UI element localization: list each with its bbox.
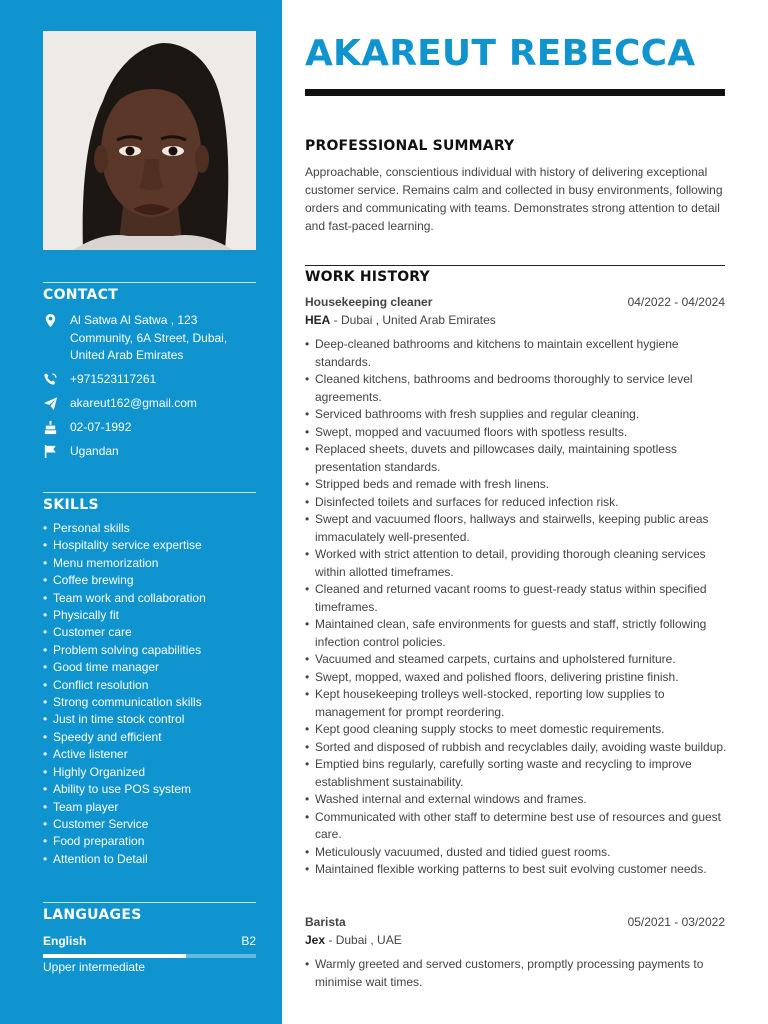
job-company: Jex	[305, 933, 326, 947]
skill-item: • Customer care	[43, 624, 256, 641]
dob-text: 02-07-1992	[70, 420, 132, 434]
phone-icon	[43, 371, 70, 389]
job-bullet: • Kept good cleaning supply stocks to meet domestic requirements.	[305, 721, 727, 739]
job-dates: 04/2022 - 04/2024	[627, 295, 725, 309]
job-bullet: • Maintained clean, safe environments for guests and staff, strictly following infection control policies.	[305, 616, 727, 651]
job-bullet: • Swept and vacuumed floors, hallways and stairwells, keeping public areas immaculately well-presented.	[305, 511, 727, 546]
sidebar	[0, 0, 282, 1024]
job-company-line	[305, 933, 725, 947]
skills-list	[43, 520, 256, 868]
divider	[43, 902, 256, 903]
job-bullet: • Worked with strict attention to detail, providing thorough cleaning services within allotted timeframes.	[305, 546, 727, 581]
job-bullet: • Meticulously vacuumed, dusted and tidied guest rooms.	[305, 844, 727, 862]
job-bullet: • Washed internal and external windows and frames.	[305, 791, 727, 809]
job-location: - Dubai , UAE	[325, 933, 402, 947]
language-name: English	[43, 934, 87, 948]
skill-item: • Food preparation	[43, 833, 256, 850]
job-bullet: • Swept, mopped, waxed and polished floors, delivering pristine finish.	[305, 669, 727, 687]
language-code: B2	[241, 934, 256, 948]
divider	[43, 282, 256, 283]
location-pin-icon	[43, 312, 70, 365]
job-bullet: • Vacuumed and steamed carpets, curtains and upholstered furniture.	[305, 651, 727, 669]
skill-item: • Customer Service	[43, 816, 256, 833]
job-bullet: • Warmly greeted and served customers, promptly processing payments to minimise wait times.	[305, 956, 727, 991]
profile-photo	[43, 31, 256, 250]
job-bullet: • Serviced bathrooms with fresh supplies and regular cleaning.	[305, 406, 727, 424]
flag-icon	[43, 443, 70, 461]
portrait-image	[43, 31, 256, 250]
language-level: Upper intermediate	[43, 960, 146, 974]
contact-phone[interactable]	[43, 371, 256, 389]
job-header	[305, 915, 725, 929]
contact-email[interactable]	[43, 395, 256, 413]
job-bullet: • Sorted and disposed of rubbish and recyclables daily, avoiding waste buildup.	[305, 739, 727, 757]
languages-heading: LANGUAGES	[43, 907, 142, 923]
address-text: Al Satwa Al Satwa , 123 Community, 6A Street, Dubai, United Arab Emirates	[70, 313, 228, 362]
skill-item: • Just in time stock control	[43, 711, 256, 728]
job-bullet: • Kept housekeeping trolleys well-stocked, reporting low supplies to management for prompt reordering.	[305, 686, 727, 721]
skill-item: • Conflict resolution	[43, 677, 256, 694]
job-company-line	[305, 313, 725, 327]
candidate-name: AKAREUT REBECCA	[305, 33, 696, 74]
skill-item: • Highly Organized	[43, 764, 256, 781]
skill-item: • Personal skills	[43, 520, 256, 537]
skill-item: • Strong communication skills	[43, 694, 256, 711]
job-bullet: • Stripped beds and remade with fresh linens.	[305, 476, 727, 494]
nationality-text: Ugandan	[70, 444, 119, 458]
job-bullet: • Maintained flexible working patterns to best suit evolving customer needs.	[305, 861, 727, 879]
skills-heading: SKILLS	[43, 497, 99, 513]
skill-item: • Active listener	[43, 746, 256, 763]
job-bullets	[305, 336, 727, 879]
skill-item: • Ability to use POS system	[43, 781, 256, 798]
language-proficiency-bar	[43, 954, 256, 958]
divider	[43, 492, 256, 493]
contact-heading: CONTACT	[43, 287, 119, 303]
contact-dob	[43, 419, 256, 437]
send-icon	[43, 395, 70, 413]
job-bullet: • Emptied bins regularly, carefully sorting waste and recycling to improve establishment sustainability.	[305, 756, 727, 791]
skill-item: • Team work and collaboration	[43, 590, 256, 607]
job-title: Barista	[305, 915, 346, 929]
skill-item: • Team player	[43, 799, 256, 816]
job-bullet: • Cleaned kitchens, bathrooms and bedrooms thoroughly to service level agreements.	[305, 371, 727, 406]
job-header	[305, 295, 725, 309]
job-bullet: • Replaced sheets, duvets and pillowcases daily, maintaining spotless presentation standards.	[305, 441, 727, 476]
phone-text[interactable]: +971523117261	[70, 372, 157, 386]
job-bullets	[305, 956, 727, 991]
job-bullet: • Cleaned and returned vacant rooms to guest-ready status within specified timeframes.	[305, 581, 727, 616]
name-underline	[305, 89, 725, 96]
job-bullet: • Communicated with other staff to determine best use of resources and guest care.	[305, 809, 727, 844]
contact-nationality	[43, 443, 256, 461]
skill-item: • Attention to Detail	[43, 851, 256, 868]
skill-item: • Physically fit	[43, 607, 256, 624]
job-title: Housekeeping cleaner	[305, 295, 433, 309]
job-bullet: • Swept, mopped and vacuumed floors with spotless results.	[305, 424, 727, 442]
skill-item: • Hospitality service expertise	[43, 537, 256, 554]
job-bullet: • Deep-cleaned bathrooms and kitchens to maintain excellent hygiene standards.	[305, 336, 727, 371]
job-bullet: • Disinfected toilets and surfaces for reduced infection risk.	[305, 494, 727, 512]
job-location: - Dubai , United Arab Emirates	[330, 313, 496, 327]
skill-item: • Good time manager	[43, 659, 256, 676]
job-dates: 05/2021 - 03/2022	[627, 915, 725, 929]
summary-heading: PROFESSIONAL SUMMARY	[305, 138, 515, 154]
email-text[interactable]: akareut162@gmail.com	[70, 396, 197, 410]
work-heading: WORK HISTORY	[305, 269, 430, 285]
job-company: HEA	[305, 313, 331, 327]
birthday-cake-icon	[43, 419, 70, 437]
skill-item: • Coffee brewing	[43, 572, 256, 589]
skill-item: • Speedy and efficient	[43, 729, 256, 746]
summary-text: Approachable, conscientious individual with history of delivering exceptional customer service. Remains calm and collected in busy environments, following orders and communicating with teams. Demonstrates strong attention to detail and fast-paced learning.	[305, 165, 723, 233]
contact-address	[43, 312, 256, 365]
language-row	[43, 934, 256, 948]
language-proficiency-fill	[43, 954, 186, 958]
skill-item: • Menu memorization	[43, 555, 256, 572]
divider	[305, 265, 725, 266]
skill-item: • Problem solving capabilities	[43, 642, 256, 659]
